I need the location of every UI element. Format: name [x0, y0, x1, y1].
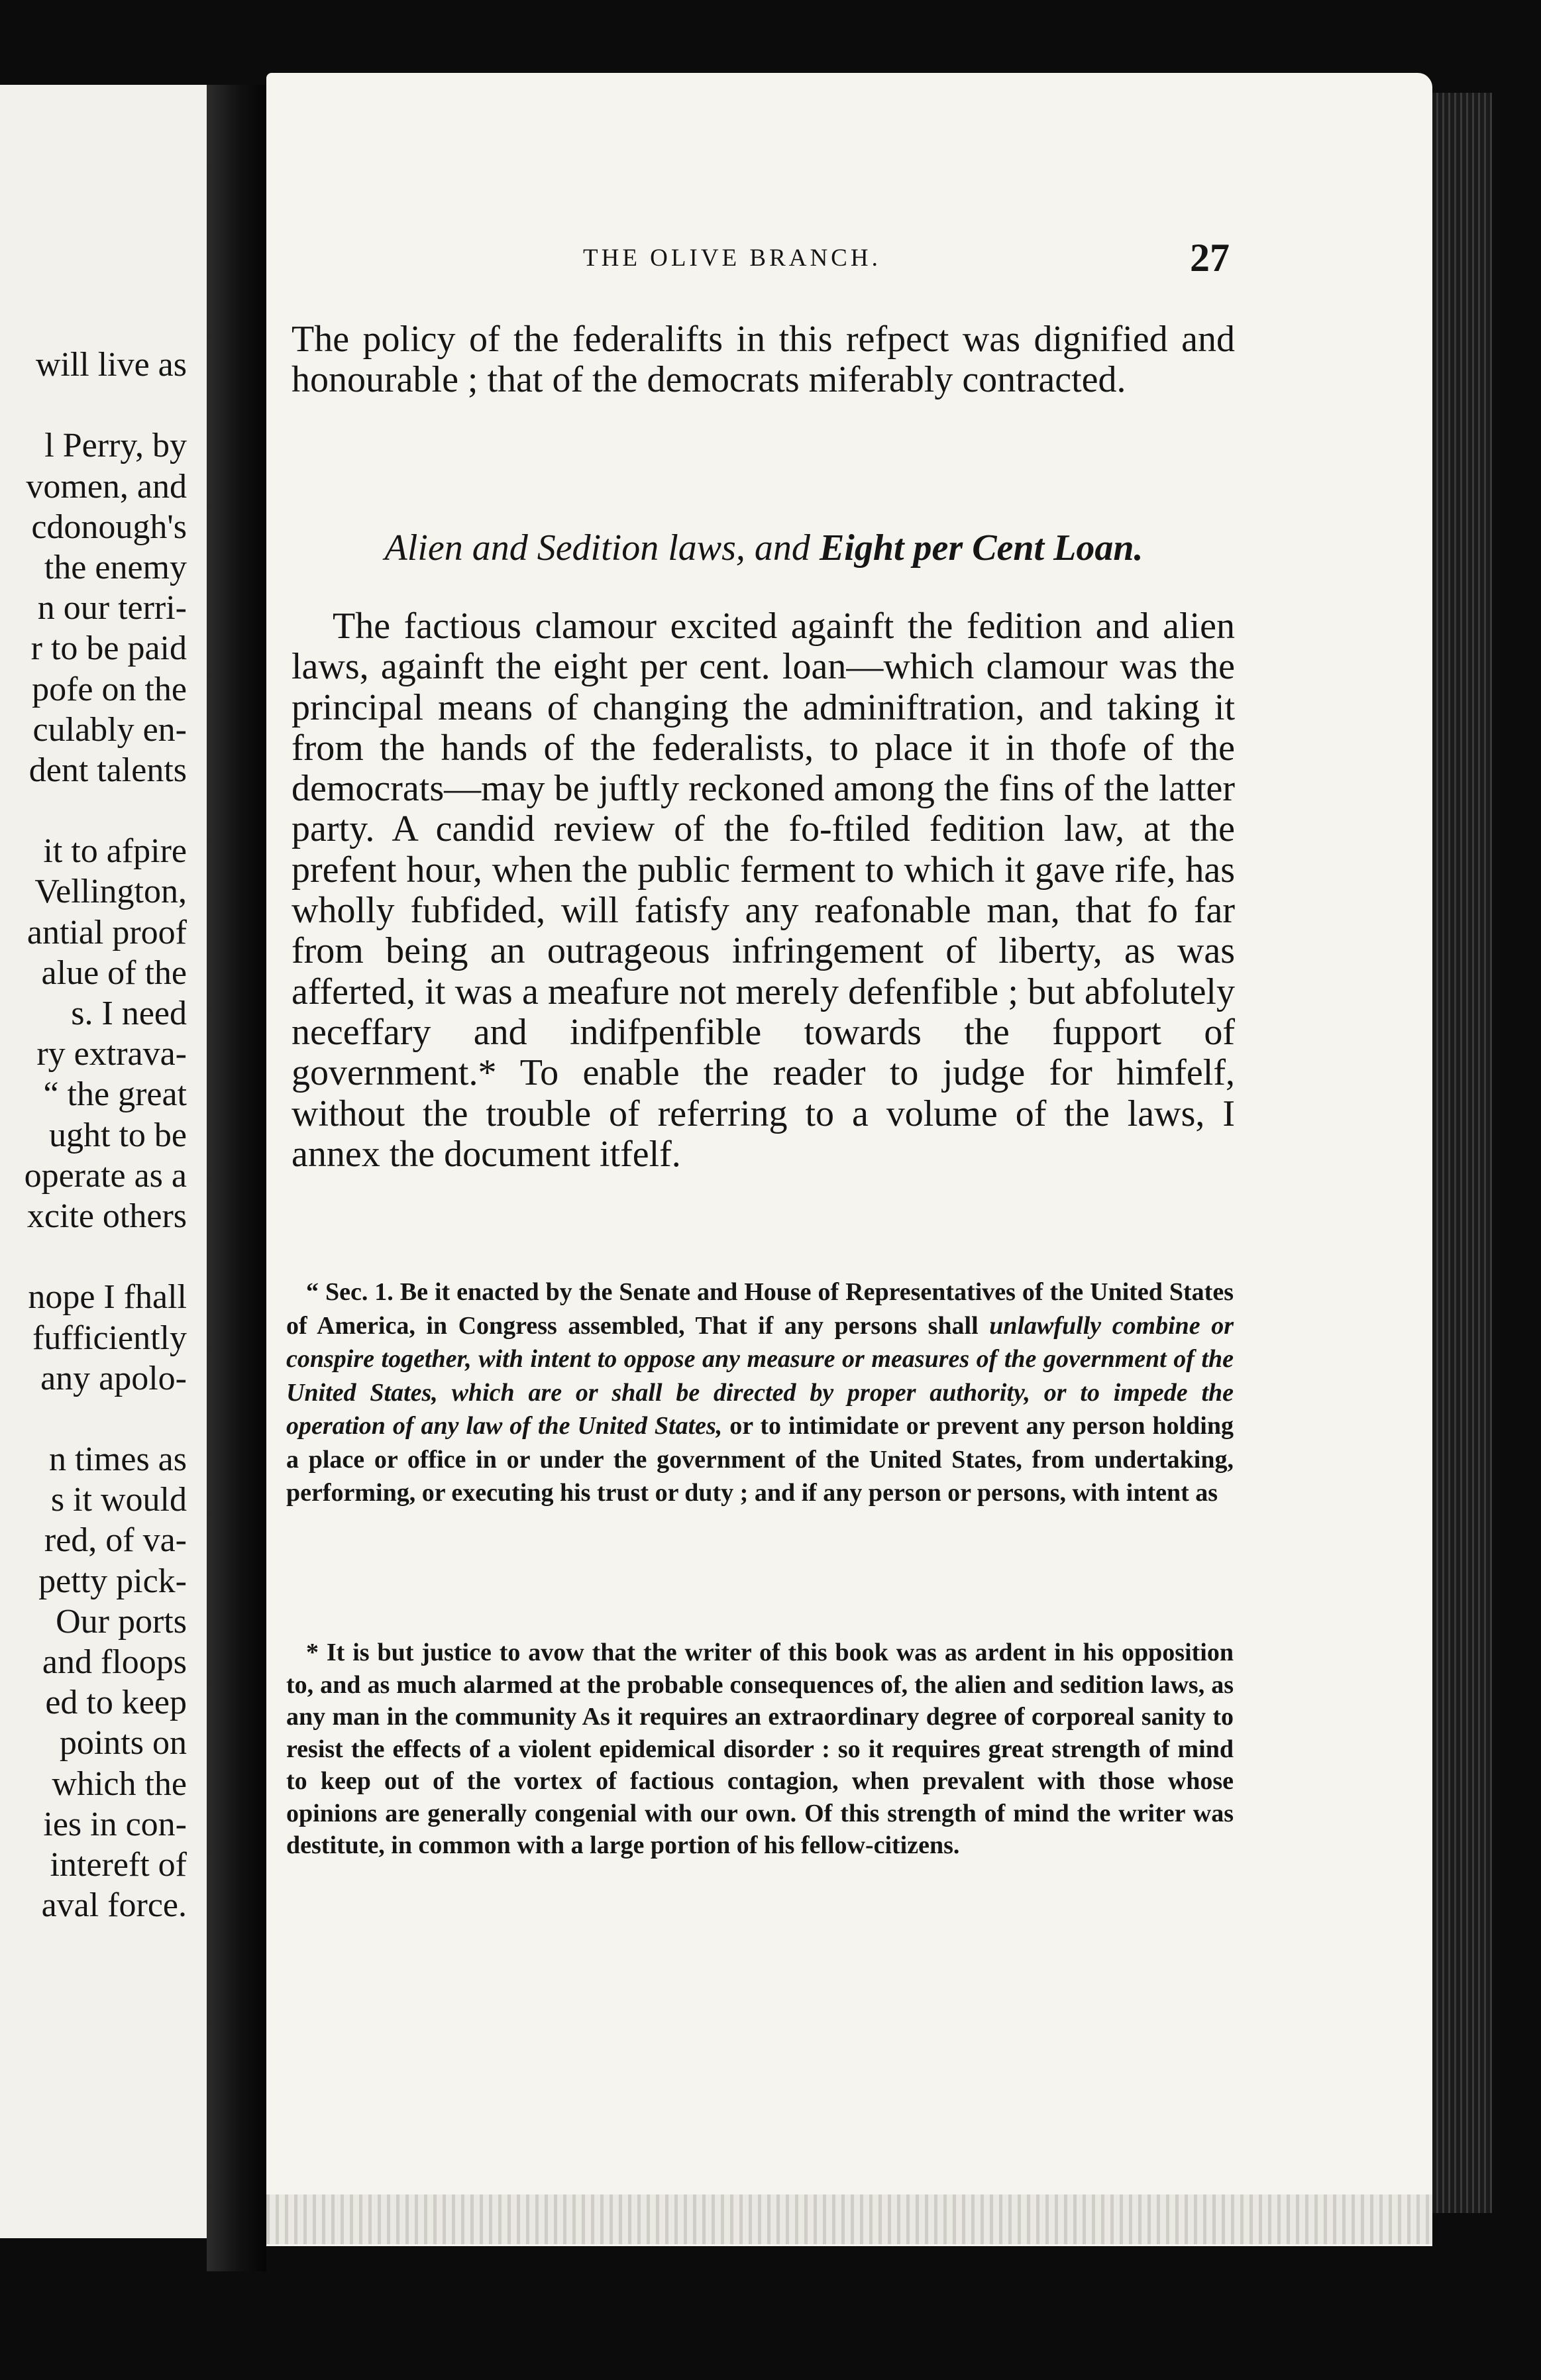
left-page-line: xcite others: [27, 1197, 187, 1235]
left-page-line: s. I need: [71, 995, 187, 1032]
left-page-line: Vellington,: [34, 873, 187, 911]
left-page-line: Our ports: [56, 1602, 187, 1641]
quote-italic: unlawfully combine or conspire together, with intent to oppose any measure or measures of the government of the United States, which are or shall be directed by proper authority, or to impede the operation of any law of the United States,: [286, 1311, 1234, 1440]
section-heading-part2: Eight per Cent Loan.: [819, 527, 1143, 568]
page-number: 27: [1190, 236, 1230, 280]
left-page-line: antial proof: [27, 913, 187, 951]
left-page-line: n times as: [49, 1440, 187, 1479]
left-page-line: points on: [59, 1724, 187, 1762]
left-page-line: ry extrava-: [36, 1035, 187, 1073]
statute-quote: [286, 1275, 1234, 1510]
book-gutter: [207, 85, 266, 2271]
page-bottom-edge: [266, 2194, 1432, 2244]
left-page-line: [0, 1399, 187, 1439]
paragraph-2: The factious clamour excited againft the fedition and alien laws, againft the eight per cent. loan—which clamour was the principal means of changing the adminiftration, and taking it from the hands of the federalists, to place it in thofe of the democrats—may be juftly reckoned among the fins of the latter party. A candid review of the fo-ftiled fedition law, at the prefent hour, when the public ferment to which it gave rife, has wholly fubfided, will fatisfy any reafonable man, that fo far from being an outrageous infringement of liberty, as was afferted, it was a meafure not merely defenfible ; but abfolutely neceffary and indifpenfible towards the fupport of government.* To enable the reader to judge for himfelf, without the trouble of referring to a volume of the laws, I annex the document itfelf.: [292, 606, 1235, 1175]
left-page-line: and floops: [42, 1643, 187, 1681]
left-page-line: ed to keep: [45, 1684, 187, 1722]
left-page-line: nope I fhall: [28, 1278, 187, 1317]
left-page-line: r to be paid: [30, 629, 187, 668]
left-page-line: any apolo-: [40, 1359, 187, 1397]
quote-part2: or to intimidate or prevent any person holding a place or office in or under the government of the United States, from undertaking, performing, or executing his trust or duty ; and if any person or persons, with intent as: [286, 1412, 1234, 1507]
left-page-line: it to afpire: [43, 832, 187, 871]
left-page-line: ught to be: [49, 1116, 187, 1154]
left-page-line: fufficiently: [32, 1319, 187, 1357]
left-page-line: [0, 790, 187, 831]
left-page-line: [0, 1236, 187, 1277]
left-page-line: red, of va-: [44, 1521, 187, 1560]
left-page-line: pofe on the: [32, 670, 187, 708]
left-page-line: vomen, and: [26, 467, 187, 506]
section-heading-part1: Alien and Sedition laws, and: [384, 527, 820, 568]
section-heading: [343, 527, 1185, 569]
left-page-text: [0, 345, 187, 1925]
left-page-line: aval force.: [41, 1886, 187, 1925]
left-page-line: s it would: [50, 1481, 187, 1519]
quote-part1: “ Sec. 1. Be it enacted by the Senate and House of Representatives of the United States of America, in Congress assembled, That if any persons shall: [286, 1278, 1234, 1340]
left-page-line: [0, 385, 187, 425]
left-page-line: n our terri-: [37, 589, 187, 627]
left-page-line: culably en-: [32, 710, 187, 749]
left-page-line: cdonough's: [31, 508, 187, 546]
left-facing-page: [0, 85, 207, 2238]
page-edges: [1432, 93, 1492, 2213]
left-page-line: l Perry, by: [44, 427, 187, 465]
left-page-line: the enemy: [44, 548, 187, 586]
paragraph-1: The policy of the federalifts in this refpect was dignified and honourable ; that of the democrats miferably contracted.: [292, 319, 1235, 401]
left-page-line: will live as: [35, 346, 187, 384]
left-page-line: petty pick-: [38, 1562, 187, 1600]
left-page-line: which the: [52, 1764, 187, 1803]
left-page-line: alue of the: [41, 953, 187, 992]
footnote: * It is but justice to avow that the writer of this book was as ardent in his opposition to, and as much alarmed at the probable consequences of, the alien and sedition laws, as any man in the community As it requires an extraordinary degree of corporeal sanity to resist the effects of a violent epidemical disorder : so it requires great strength of mind to keep out of the vortex of factious contagion, when prevalent with those whose opinions are generally congenial with our own. Of this strength of mind the writer was destitute, in common with a large portion of his fellow-citizens.: [286, 1639, 1234, 1859]
left-page-line: dent talents: [28, 751, 187, 789]
left-page-line: operate as a: [24, 1156, 187, 1195]
left-page-line: “ the great: [43, 1075, 187, 1114]
left-page-line: ies in con-: [43, 1805, 187, 1843]
running-header: THE OLIVE BRANCH.: [583, 244, 881, 272]
left-page-line: intereft of: [50, 1845, 187, 1884]
